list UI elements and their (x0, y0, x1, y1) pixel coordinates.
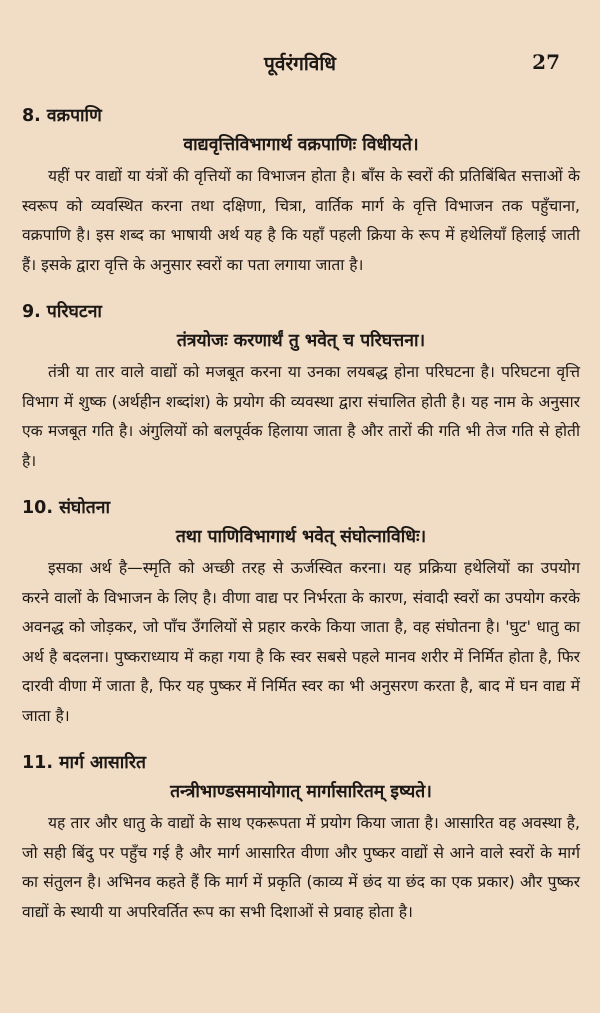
running-title: पूर्वरंगविधि (264, 53, 336, 75)
section-paragraph: तंत्री या तार वाले वाद्यों को मजबूत करना या उनका लयबद्ध होना परिघटना है। परिघटना वृत्ति विभाग में शुष्क (अर्थहीन शब्दांश) के प्रयोग की व्यवस्था द्वारा संचालित होती है। यह नाम के अनुसार एक मजबूत गति है। अंगुलियों को बलपूर्वक हिलाया जाता है और तारों की गति भी तेज गति से होती है। (22, 363, 580, 470)
section-vakrapani (22, 102, 580, 280)
sanskrit-verse: वाद्यवृत्तिविभागार्थ वक्रपाणिः विधीयते। (183, 135, 419, 155)
section-paragraph: यहीं पर वाद्यों या यंत्रों की वृत्तियों का विभाजन होता है। बाँस के स्वरों की प्रतिबिंबित सत्ताओं के स्वरूप को व्यवस्थित करना तथा दक्षिणा, चित्रा, वार्तिक मार्ग के वृत्ति विभाजन तक पहुँचाना, वक्रपाणि है। इस शब्द का भाषायी अर्थ यह है कि यहाँ पहली क्रिया के रूप में हथेलियाँ हिलाई जाती हैं। इसके द्वारा वृत्ति के अनुसार स्वरों का पता लगाया जाता है। (22, 167, 580, 274)
section-marga-asarita (22, 749, 580, 927)
page-number: 27 (532, 50, 560, 74)
section-sanghotana (22, 494, 580, 731)
sanskrit-verse: तंत्रयोजः करणार्थं तु भवेत् च परिघत्तना। (176, 331, 426, 351)
section-heading: 9. परिघटना (22, 302, 102, 322)
page-content (22, 102, 580, 945)
section-paragraph: इसका अर्थ है—स्मृति को अच्छी तरह से ऊर्जस्वित करना। यह प्रक्रिया हथेलियों का उपयोग करने वालों के विभाजन के लिए है। वीणा वाद्य पर निर्भरता के कारण, संवादी स्वरों का उपयोग करके अवनद्ध को जोड़कर, जो पाँच उँगलियों से प्रहार करके किया जाता है, वह संघोतना है। 'घुट' धातु का अर्थ है बदलना। पुष्कराध्याय में कहा गया है कि स्वर सबसे पहले मानव शरीर में निर्मित होता है, फिर दारवी वीणा में जाता है, फिर यह पुष्कर में निर्मित स्वर का भी अनुसरण करता है, बाद में घन वाद्य में जाता है। (22, 559, 580, 725)
section-parighatana (22, 298, 580, 476)
section-heading: 8. वक्रपाणि (22, 106, 102, 126)
sanskrit-verse: तथा पाणिविभागार्थ भवेत् संघोत्नाविधिः। (175, 527, 427, 547)
section-heading: 10. संघोतना (22, 498, 111, 518)
section-heading: 11. मार्ग आसारित (22, 753, 146, 773)
section-paragraph: यह तार और धातु के वाद्यों के साथ एकरूपता में प्रयोग किया जाता है। आसारित वह अवस्था है, जो सही बिंदु पर पहुँच गई है और मार्ग आसारित वीणा और पुष्कर वाद्यों से आने वाले स्वरों के मार्ग का संतुलन है। अभिनव कहते हैं कि मार्ग में प्रकृति (काव्य में छंद या छंद का एक प्रकार) और पुष्कर वाद्यों के स्थायी या अपरिवर्तित रूप का सभी दिशाओं से प्रवाह होता है। (22, 814, 580, 921)
sanskrit-verse: तन्त्रीभाण्डसमायोगात् मार्गासारितम् इष्यते। (170, 782, 432, 802)
